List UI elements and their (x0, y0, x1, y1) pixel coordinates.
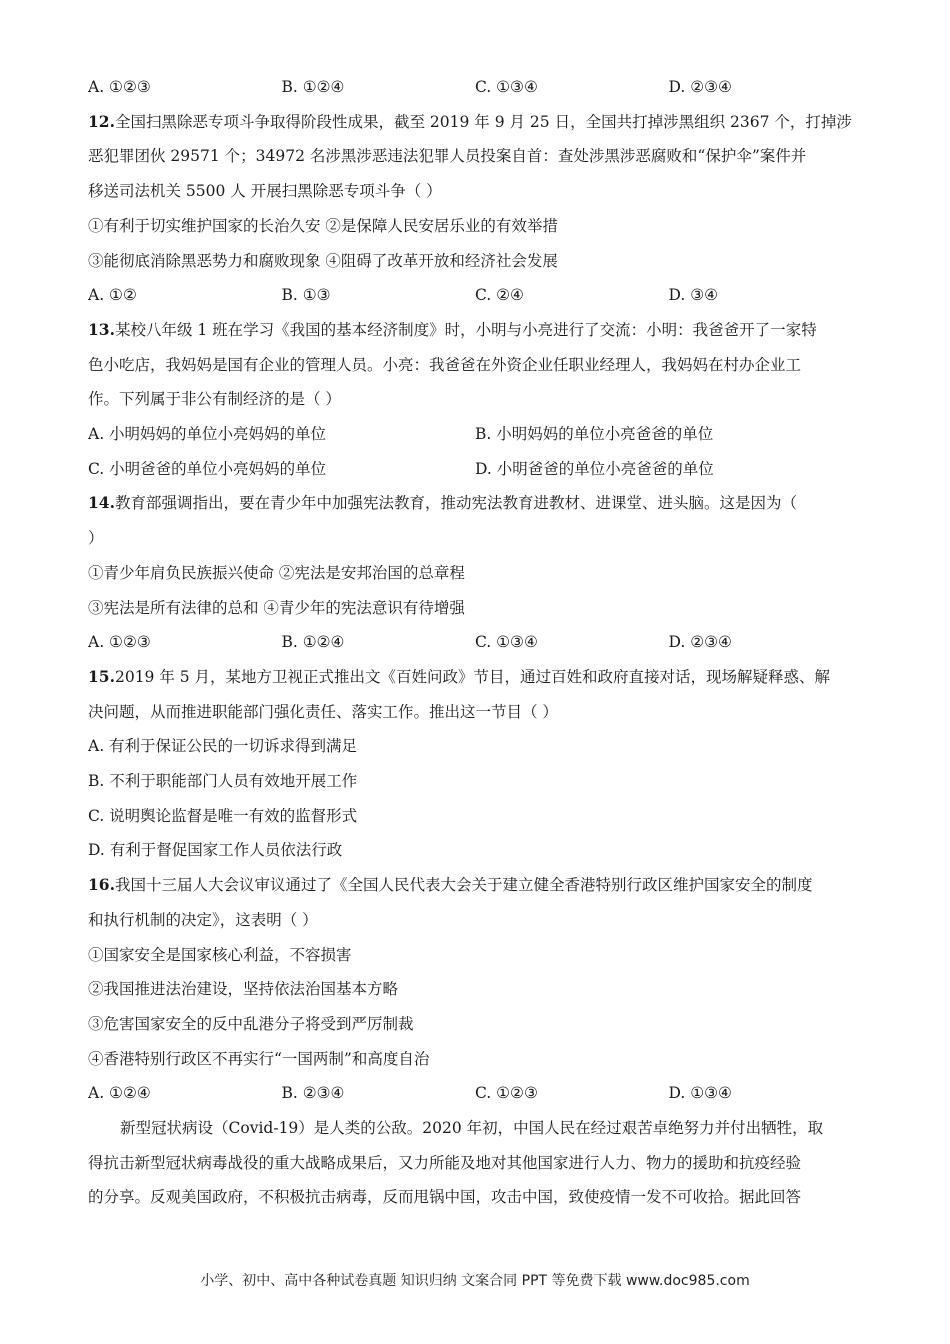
text-line: 得抗击新型冠状病毒战役的重大战略成果后，又力所能及地对其他国家进行人力、物力的援助和抗疫经验 (88, 1153, 802, 1172)
text-line: 决问题，从而推进职能部门强化责任、落实工作。推出这一节目（ ） (88, 702, 558, 721)
answer-options-row (88, 424, 862, 444)
answer-option: C. 小明爸爸的单位小亮妈妈的单位 (88, 459, 327, 478)
text-line: A. 有利于保证公民的一切诉求得到满足 (88, 737, 358, 756)
question-stem (88, 320, 862, 340)
text-line: ④香港特别行政区不再实行“一国两制”和高度自治 (88, 1049, 430, 1068)
question-stem (88, 493, 862, 513)
text-line: ②我国推进法治建设，坚持依法治国基本方略 (88, 980, 399, 999)
text-line: D. 有利于督促国家工作人员依法行政 (88, 841, 343, 860)
text-line: B. 不利于职能部门人员有效地开展工作 (88, 772, 358, 790)
text-line: ①国家安全是国家核心利益，不容损害 (88, 945, 352, 964)
answer-option: B. ①②④ (281, 78, 345, 96)
answer-option: D. ③④ (668, 286, 719, 305)
answer-option: A. ①② (88, 286, 137, 305)
answer-option: B. 小明妈妈的单位小亮爸爸的单位 (475, 425, 714, 443)
text-line: ③宪法是所有法律的总和 ④青少年的宪法意识有待增强 (88, 598, 465, 617)
text-line: ） (88, 529, 104, 548)
question-text: 某校八年级 1 班在学习《我国的基本经济制度》时，小明与小亮进行了交流：小明：我爸爸开了一家特 (114, 320, 817, 339)
answer-options-row (88, 77, 862, 97)
text-line: 恶犯罪团伙 29571 个；34972 名涉黑涉恶违法犯罪人员投案自首：查处涉黑涉恶腐败和“保护伞”案件并 (88, 147, 807, 166)
answer-option: A. ①②③ (88, 633, 151, 652)
answer-option: A. ①②③ (88, 78, 151, 96)
answer-option: B. ①③ (281, 286, 331, 305)
text-line: ③能彻底消除黑恶势力和腐败现象 ④阻碍了改革开放和经济社会发展 (88, 251, 558, 270)
text-line: ①青少年肩负民族振兴使命 ②宪法是安邦治国的总章程 (88, 563, 465, 582)
question-number: 15. (88, 666, 115, 686)
page-footer: 小学、初中、高中各种试卷真题 知识归纳 文案合同 PPT 等免费下载 www.doc985.com (200, 1273, 750, 1289)
answer-options-row (88, 285, 862, 305)
answer-options-row (88, 459, 862, 479)
answer-option: C. ①③④ (475, 633, 538, 652)
text-line: 色小吃店，我妈妈是国有企业的管理人员。小亮：我爸爸在外资企业任职业经理人，我妈妈在村办企业工 (88, 355, 802, 374)
question-text: 全国扫黑除恶专项斗争取得阶段性成果，截至 2019 年 9 月 25 日，全国共打掉涉黑组织 2367 个，打掉涉 (114, 112, 852, 131)
text-line: 移送司法机关 5500 人 开展扫黑除恶专项斗争（ ） (88, 182, 442, 201)
text-line: ③危害国家安全的反中乱港分子将受到严厉制裁 (88, 1014, 414, 1033)
question-number: 16. (88, 875, 115, 895)
text-line: ①有利于切实维护国家的长治久安 ②是保障人民安居乐业的有效举措 (88, 216, 558, 235)
text-line: 的分享。反观美国政府，不积极抗击病毒，反而甩锅中国，攻击中国，致使疫情一发不可收拾。据此回答 (88, 1188, 802, 1207)
question-number: 12. (88, 111, 115, 131)
question-number: 13. (88, 319, 115, 339)
question-stem (88, 667, 862, 687)
answer-option: A. ①②④ (88, 1084, 151, 1103)
answer-option: D. ②③④ (668, 633, 732, 652)
question-stem (88, 875, 862, 895)
answer-option: C. ①③④ (475, 78, 538, 96)
question-text: 教育部强调指出，要在青少年中加强宪法教育，推动宪法教育进教材、进课堂、进头脑。这是因为（ (114, 494, 797, 513)
answer-option: C. ①②③ (475, 1084, 538, 1103)
answer-option: C. ②④ (475, 286, 524, 305)
text-line: 作。下列属于非公有制经济的是（ ） (88, 390, 341, 409)
passage-paragraph: 新型冠状病设（Covid-19）是人类的公敌。2020 年初，中国人民在经过艰苦卓绝努力并付出牺牲，取 (120, 1119, 824, 1137)
text-line: C. 说明舆论监督是唯一有效的监督形式 (88, 806, 358, 825)
question-stem (88, 112, 862, 132)
question-text: 我国十三届人大会议审议通过了《全国人民代表大会关于建立健全香港特别行政区维护国家安全的制度 (114, 876, 813, 895)
answer-option: B. ①②④ (281, 633, 345, 652)
text-line: 和执行机制的决定》，这表明（ ） (88, 910, 318, 929)
answer-option: B. ②③④ (281, 1084, 345, 1103)
answer-options-row (88, 1083, 862, 1103)
question-number: 14. (88, 493, 115, 513)
answer-option: A. 小明妈妈的单位小亮妈妈的单位 (88, 425, 327, 443)
answer-option: D. ②③④ (668, 78, 732, 96)
answer-option: D. 小明爸爸的单位小亮爸爸的单位 (475, 459, 714, 478)
question-text: 2019 年 5 月，某地方卫视正式推出文《百姓问政》节目，通过百姓和政府直接对话，现场解疑释惑、解 (114, 667, 831, 686)
answer-options-row (88, 632, 862, 652)
answer-option: D. ①③④ (668, 1084, 732, 1103)
